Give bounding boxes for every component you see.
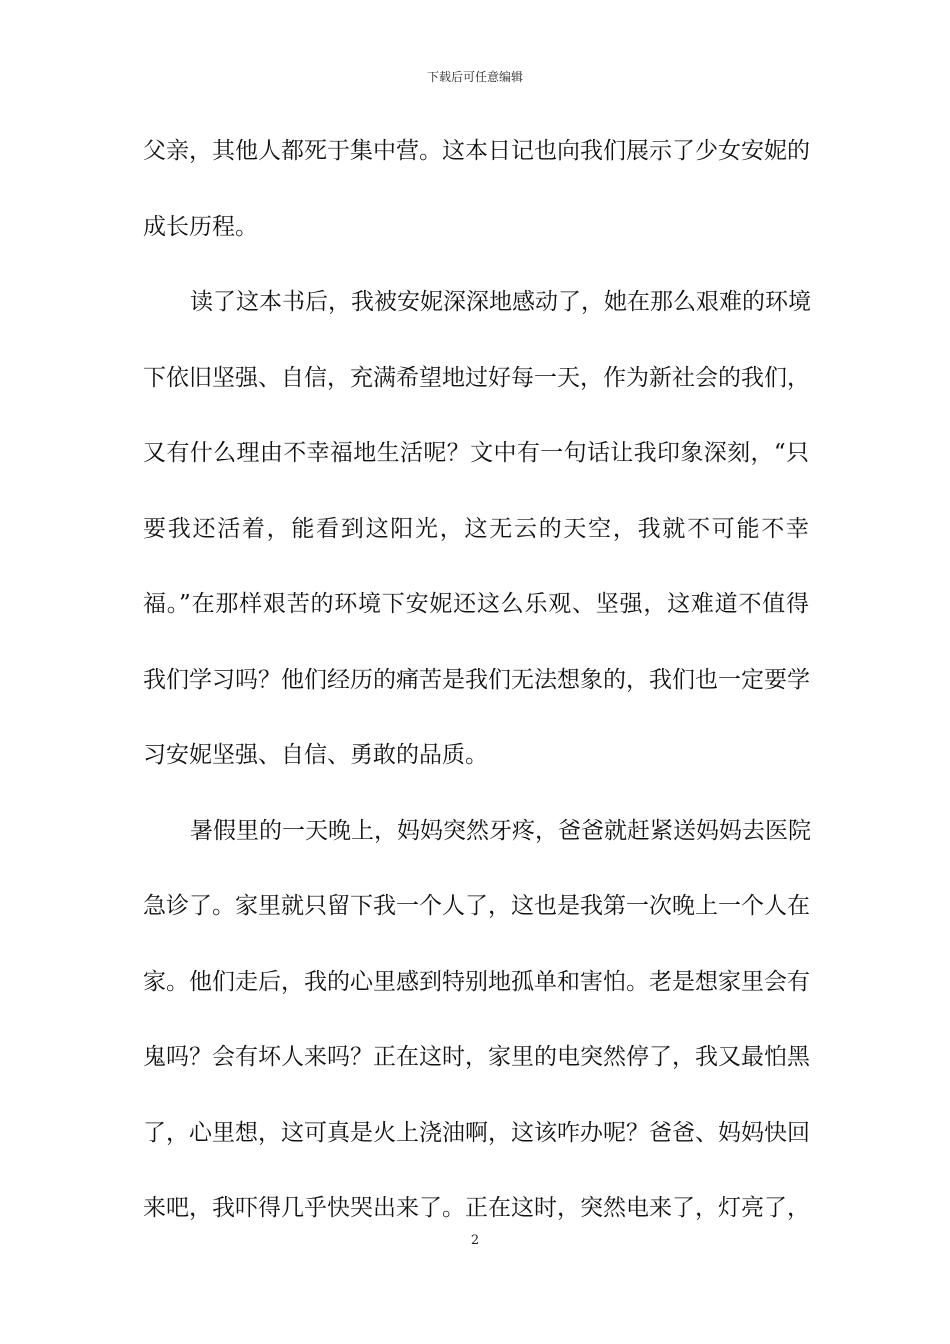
text-line: 成长历程。 [143, 213, 258, 240]
page-number: 2 [470, 1233, 480, 1248]
text-line: 暑假里的一天晚上，妈妈突然牙疼，爸爸就赶紧送妈妈去医院 [190, 817, 811, 844]
text-line: 读了这本书后，我被安妮深深地感动了，她在那么艰难的环境 [190, 289, 811, 315]
text-line: 急诊了。家里就只留下我一个人了，这也是我第一次晚上一个人在 [143, 893, 810, 919]
text-line: 鬼吗？会有坏人来吗？正在这时，家里的电突然停了，我又最怕黑 [143, 1044, 810, 1070]
text-line: 下依旧坚强、自信，充满希望地过好每一天，作为新社会的我们， [143, 364, 810, 391]
text-line: 父亲，其他人都死于集中营。这本日记也向我们展示了少女安妮的 [143, 138, 810, 164]
text-line: 要我还活着，能看到这阳光，这无云的天空，我就不可能不幸 [143, 515, 809, 542]
text-line: 来吧，我吓得几乎快哭出来了。正在这时，突然电来了，灯亮了， [143, 1195, 810, 1221]
body-text [143, 118, 809, 1251]
text-line: 家。他们走后，我的心里感到特别地孤单和害怕。老是想家里会有 [143, 968, 810, 995]
text-line: 我们学习吗？他们经历的痛苦是我们无法想象的，我们也一定要学 [143, 666, 810, 693]
page-header: 下载后可任意编辑 [426, 70, 523, 84]
text-line: 福。”在那样艰苦的环境下安妮还这么乐观、坚强，这难道不值得 [143, 591, 809, 617]
text-line: 了，心里想，这可真是火上浇油啊，这该咋办呢？爸爸、妈妈快回 [143, 1119, 810, 1146]
text-line: 又有什么理由不幸福地生活呢？文中有一句话让我印象深刻，“只 [143, 440, 809, 466]
text-line: 习安妮坚强、自信、勇敢的品质。 [143, 742, 488, 768]
